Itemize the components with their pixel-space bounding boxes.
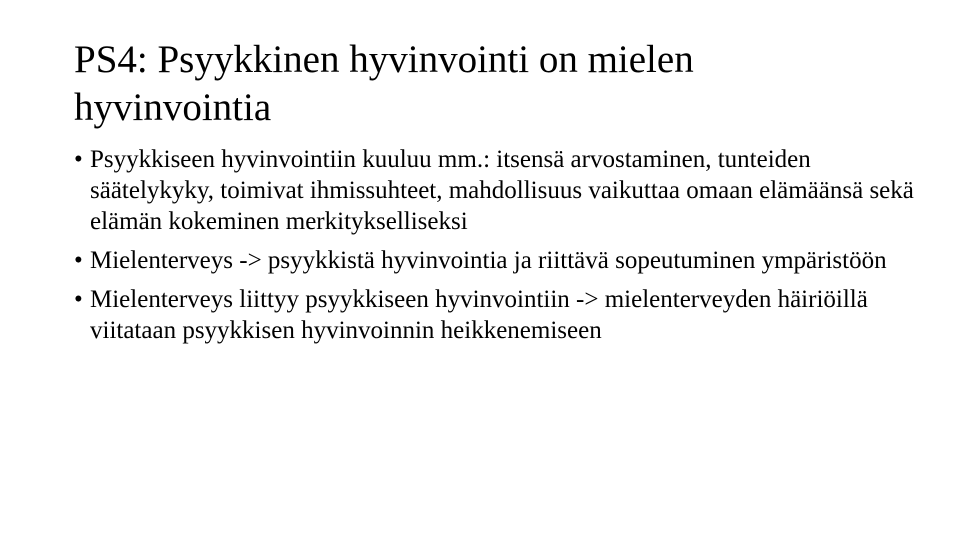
bullet-text: Mielenterveys liittyy psyykkiseen hyvinvointiin -> mielenterveyden häiriöillä viitataan psyykkisen hyvinvoinnin heikkenemiseen <box>90 286 868 344</box>
bullet-text: Psyykkiseen hyvinvointiin kuuluu mm.: itsensä arvostaminen, tunteiden säätelykyky, toimivat ihmissuhteet, mahdollisuus vaikuttaa omaan elämäänsä sekä elämän kokeminen merkitykselliseksi <box>90 146 914 235</box>
bullet-item <box>74 245 914 276</box>
bullet-dot-icon: • <box>74 146 83 173</box>
slide-title: PS4: Psyykkinen hyvinvointi on mielen hyvinvointia <box>74 38 694 129</box>
bullet-dot-icon: • <box>74 286 83 313</box>
bullet-item <box>74 144 914 237</box>
bullet-dot-icon: • <box>74 247 83 274</box>
bullet-list <box>74 144 914 354</box>
bullet-text: Mielenterveys -> psyykkistä hyvinvointia ja riittävä sopeutuminen ympäristöön <box>90 247 887 274</box>
bullet-item <box>74 284 914 346</box>
